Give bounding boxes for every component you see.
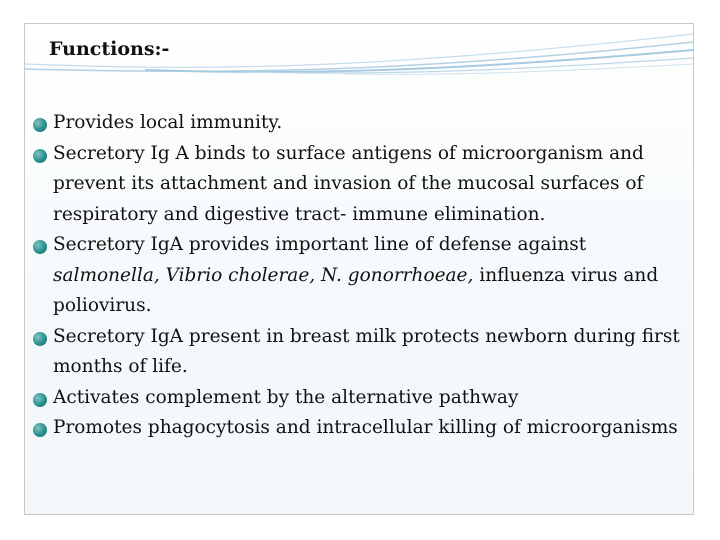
bullet-text: Secretory Ig A binds to surface antigens of microorganism and prevent its attachment and invasion of the mucosal surfaces of respiratory and digestive tract- immune elimination. xyxy=(53,142,644,225)
bullet-text: Provides local immunity. xyxy=(53,112,283,133)
slide-title: Functions:- xyxy=(49,38,170,60)
list-item xyxy=(31,383,681,414)
list-item xyxy=(31,413,681,444)
list-item xyxy=(31,139,681,231)
list-item xyxy=(31,322,681,383)
bullet-dot-icon xyxy=(33,118,47,132)
bullet-dot-icon xyxy=(33,393,47,407)
bullet-text: Activates complement by the alternative pathway xyxy=(53,386,519,408)
bullet-dot-icon xyxy=(33,332,47,346)
bullet-list xyxy=(31,108,681,444)
slide xyxy=(24,23,694,515)
bullet-text-lead: Secretory IgA provides important line of defense against xyxy=(53,234,587,255)
bullet-dot-icon xyxy=(33,423,47,437)
bullet-text: Promotes phagocytosis and intracellular killing of microorganisms xyxy=(53,417,678,438)
bullet-text-italic: salmonella, Vibrio cholerae, N. gonorrhoeae, xyxy=(53,264,474,286)
bullet-dot-icon xyxy=(33,240,47,254)
bullet-text: Secretory IgA present in breast milk protects newborn during first months of life. xyxy=(53,325,680,377)
bullet-dot-icon xyxy=(33,149,47,163)
list-item xyxy=(31,108,681,139)
list-item xyxy=(31,230,681,322)
bullet-text-tail: influenza virus and poliovirus. xyxy=(53,264,659,316)
